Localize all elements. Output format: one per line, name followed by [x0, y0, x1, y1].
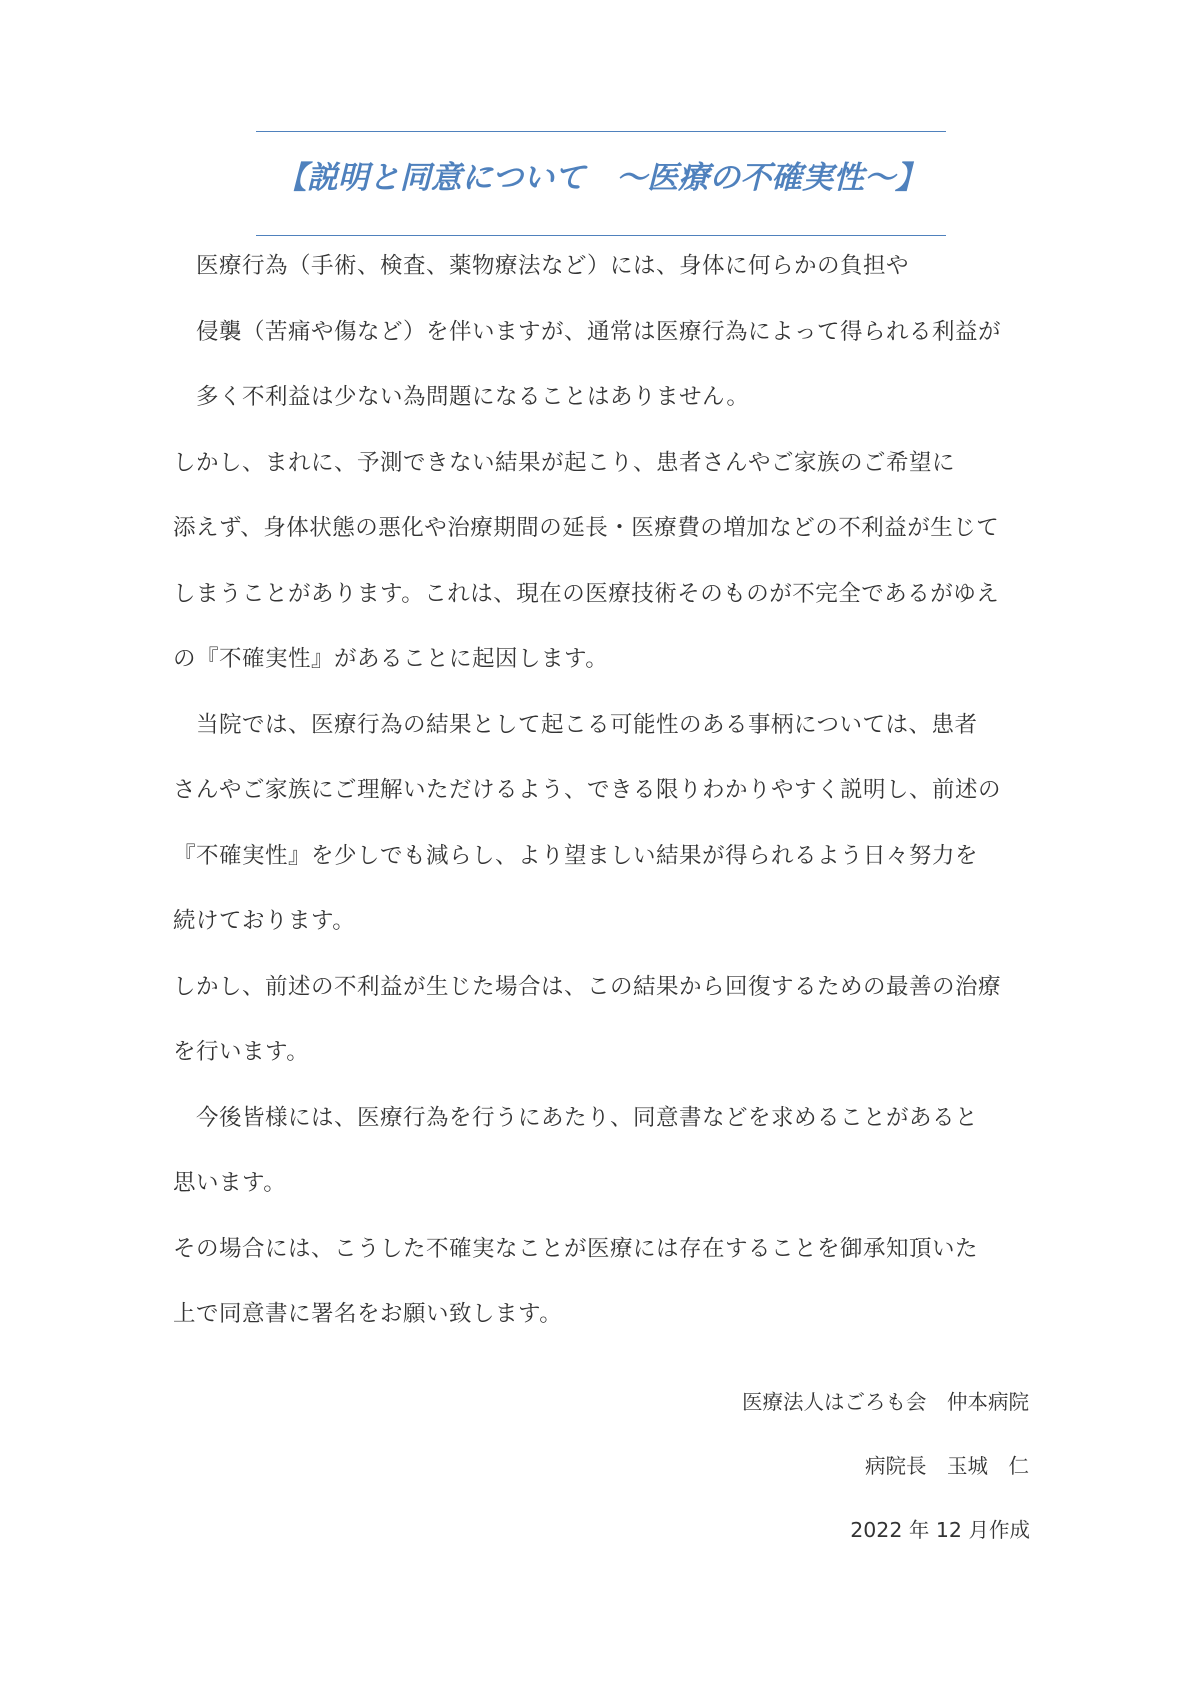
body-line: の『不確実性』があることに起因します。: [173, 646, 609, 672]
body-line: 続けております。: [173, 908, 356, 934]
signature-organization: 医療法人はごろも会 仲本病院: [742, 1390, 1029, 1414]
creation-date: 2022 年 12 月作成: [850, 1518, 1030, 1542]
document-title: 【説明と同意について ～医療の不確実性～】: [275, 160, 927, 196]
body-line: 多く不利益は少ない為問題になることはありません。: [173, 384, 750, 410]
body-line: 添えず、身体状態の悪化や治療期間の延長・医療費の増加などの不利益が生じて: [173, 515, 1000, 541]
signature-director: 病院長 玉城 仁: [865, 1454, 1029, 1478]
body-line: 当院では、医療行為の結果として起こる可能性のある事柄については、患者: [173, 712, 978, 738]
body-line: 今後皆様には、医療行為を行うにあたり、同意書などを求めることがあると: [173, 1105, 979, 1131]
body-line: 上で同意書に署名をお願い致します。: [173, 1301, 563, 1327]
body-line: を行います。: [173, 1039, 310, 1065]
body-line: しかし、前述の不利益が生じた場合は、この結果から回復するための最善の治療: [173, 974, 1002, 1000]
body-line: その場合には、こうした不確実なことが医療には存在することを御承知頂いた: [173, 1236, 979, 1262]
body-line: さんやご家族にご理解いただけるよう、できる限りわかりやすく説明し、前述の: [173, 777, 1002, 803]
body-line: 医療行為（手術、検査、薬物療法など）には、身体に何らかの負担や: [173, 253, 910, 279]
body-line: 侵襲（苦痛や傷など）を伴いますが、通常は医療行為によって得られる利益が: [173, 319, 1002, 345]
title-rule-bottom: [256, 235, 946, 236]
body-line: 思います。: [173, 1170, 287, 1196]
body-line: しまうことがあります。これは、現在の医療技術そのものが不完全であるがゆえ: [173, 581, 1000, 607]
body-line: しかし、まれに、予測できない結果が起こり、患者さんやご家族のご希望に: [173, 450, 956, 476]
body-line: 『不確実性』を少しでも減らし、より望ましい結果が得られるよう日々努力を: [173, 843, 979, 869]
title-rule-top: [256, 131, 946, 132]
